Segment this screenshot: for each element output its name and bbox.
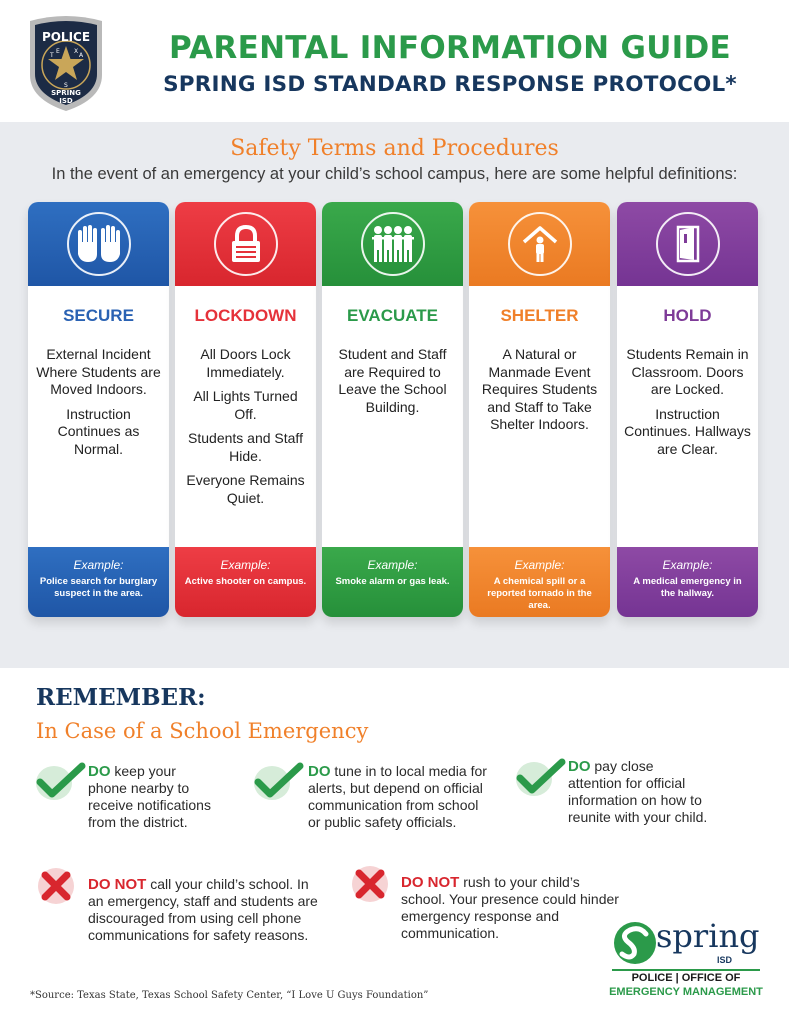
- card-term: HOLD: [663, 306, 712, 325]
- spring-isd-logo-icon: [612, 920, 658, 966]
- x-mark-icon: [36, 866, 76, 906]
- badge-top-text: POLICE: [41, 30, 91, 44]
- svg-text:S: S: [64, 82, 68, 89]
- svg-text:T: T: [50, 52, 54, 59]
- x-mark-icon: [350, 864, 390, 904]
- source-note: *Source: Texas State, Texas School Safety Center, “I Love U Guys Foundation”: [30, 990, 429, 1001]
- department-name-line2: EMERGENCY MANAGEMENT: [609, 986, 763, 998]
- department-name-line1: POLICE | OFFICE OF: [631, 972, 741, 984]
- svg-text:E: E: [56, 48, 60, 55]
- remember-heading: REMEMBER:: [36, 684, 206, 711]
- card-shelter: [469, 202, 610, 617]
- door-icon: [656, 212, 720, 276]
- card-term: SECURE: [63, 306, 134, 325]
- card-term: LOCKDOWN: [194, 306, 297, 325]
- lock-icon: [214, 212, 278, 276]
- svg-text:X: X: [74, 48, 79, 55]
- card-description: External Incident Where Students are Moved Indoors. Instruction Continues as Normal.: [36, 346, 161, 457]
- check-icon: [514, 758, 566, 798]
- safety-terms-title: Safety Terms and Procedures: [230, 136, 559, 161]
- do-item: DO pay close attention for official information on how to reunite with your child.: [568, 758, 708, 825]
- logo-divider: [612, 969, 760, 971]
- spring-isd-logo-text: spring: [656, 917, 760, 955]
- svg-text:A: A: [79, 52, 84, 59]
- check-icon: [252, 762, 304, 802]
- card-example: Example: A chemical spill or a reported tornado in the area.: [469, 547, 610, 617]
- do-not-item: DO NOT call your child’s school. In an emergency, staff and students are discouraged from using cell phone communications for safety reasons.: [88, 876, 318, 943]
- people-icon: [361, 212, 425, 276]
- card-term: SHELTER: [500, 306, 579, 325]
- card-example: Example: A medical emergency in the hallway.: [617, 547, 758, 617]
- card-description: Students Remain in Classroom. Doors are Locked. Instruction Continues. Hallways are Clear.: [624, 346, 751, 457]
- hands-icon: [67, 212, 131, 276]
- page-subtitle: SPRING ISD STANDARD RESPONSE PROTOCOL*: [163, 72, 737, 97]
- do-item: DO tune in to local media for alerts, but depend on official communication from school or public safety officials.: [308, 763, 487, 830]
- shelter-icon: [508, 212, 572, 276]
- do-not-item: DO NOT rush to your child’s school. Your presence could hinder emergency response and communication.: [401, 874, 619, 941]
- card-term: EVACUATE: [347, 306, 438, 325]
- card-hold: [617, 202, 758, 617]
- card-secure: [28, 202, 169, 617]
- card-description: A Natural or Manmade Event Requires Students and Staff to Take Shelter Indoors.: [481, 346, 598, 432]
- card-lockdown: [175, 202, 316, 617]
- check-icon: [34, 762, 86, 802]
- card-example: Example: Active shooter on campus.: [175, 547, 316, 617]
- remember-subheading: In Case of a School Emergency: [36, 719, 369, 743]
- svg-text:ISD: ISD: [59, 97, 73, 105]
- card-description: Student and Staff are Required to Leave the School Building.: [338, 346, 447, 415]
- card-example: Example: Police search for burglary suspect in the area.: [28, 547, 169, 617]
- police-badge-logo: [26, 15, 106, 113]
- svg-text:SPRING: SPRING: [51, 89, 81, 97]
- safety-terms-intro: In the event of an emergency at your child’s school campus, here are some helpful definitions:: [51, 165, 738, 183]
- page-title: PARENTAL INFORMATION GUIDE: [168, 30, 732, 66]
- card-example: Example: Smoke alarm or gas leak.: [322, 547, 463, 617]
- spring-isd-logo-isd: ISD: [717, 955, 733, 965]
- card-description: All Doors Lock Immediately. All Lights Turned Off. Students and Staff Hide. Everyone Remains Quiet.: [186, 346, 305, 506]
- do-item: DO keep your phone nearby to receive notifications from the district.: [88, 763, 211, 830]
- card-evacuate: [322, 202, 463, 617]
